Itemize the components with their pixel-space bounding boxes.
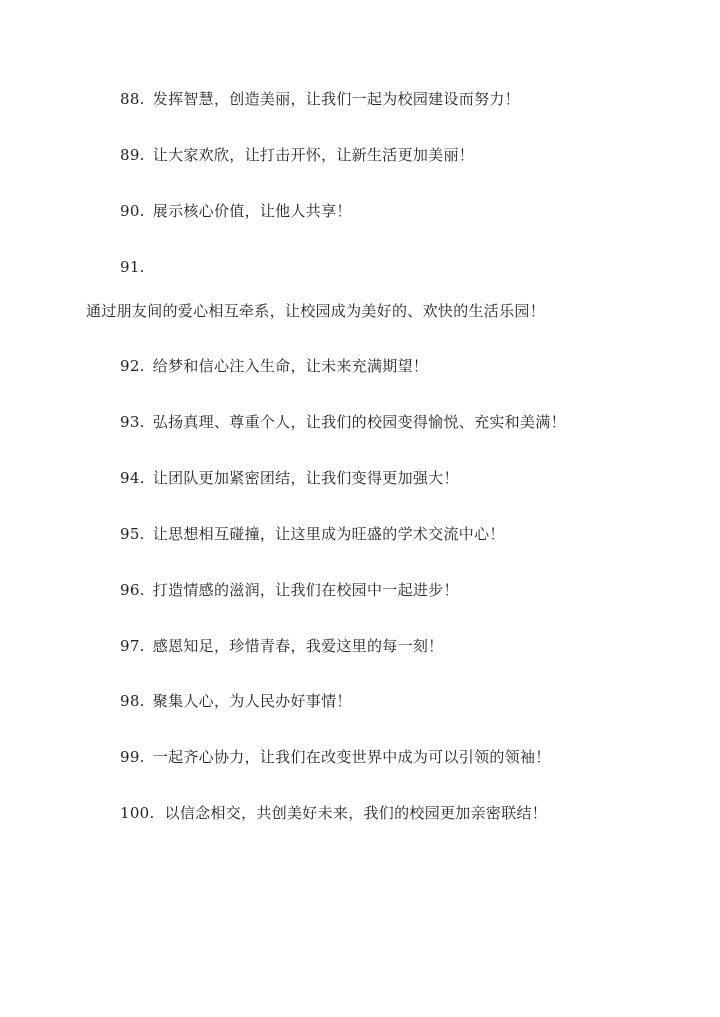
item-number: 92. xyxy=(120,357,145,375)
list-item xyxy=(120,747,551,767)
item-number: 90. xyxy=(120,202,145,220)
list-item-number-only xyxy=(120,257,145,277)
item-number: 93. xyxy=(120,413,145,431)
list-item xyxy=(120,803,547,823)
list-item xyxy=(120,636,443,656)
list-item-wrapped-text xyxy=(86,301,545,321)
item-number: 94. xyxy=(120,469,145,487)
item-text: 以信念相交，共创美好未来，我们的校园更加亲密联结！ xyxy=(164,804,548,822)
list-item xyxy=(120,691,352,711)
item-text: 通过朋友间的爱心相互牵系，让校园成为美好的、欢快的生活乐园！ xyxy=(86,302,546,320)
item-text: 感恩知足，珍惜青春，我爱这里的每一刻！ xyxy=(152,637,444,655)
item-number: 99. xyxy=(120,748,145,766)
item-number: 89. xyxy=(120,146,145,164)
item-text: 一起齐心协力，让我们在改变世界中成为可以引领的领袖！ xyxy=(152,748,551,766)
item-text: 发挥智慧，创造美丽，让我们一起为校园建设而努力！ xyxy=(152,90,520,108)
item-text: 让团队更加紧密团结，让我们变得更加强大！ xyxy=(152,469,459,487)
list-item xyxy=(120,468,459,488)
item-number: 88. xyxy=(120,90,145,108)
item-text: 让大家欢欣，让打击开怀，让新生活更加美丽！ xyxy=(152,146,475,164)
list-item xyxy=(120,412,566,432)
item-text: 弘扬真理、尊重个人，让我们的校园变得愉悦、充实和美满！ xyxy=(152,413,566,431)
item-text: 打造情感的滋润，让我们在校园中一起进步！ xyxy=(152,581,459,599)
item-number: 98. xyxy=(120,692,145,710)
item-number: 100. xyxy=(120,804,155,822)
item-number: 91. xyxy=(120,258,145,276)
item-number: 95. xyxy=(120,525,145,543)
item-number: 96. xyxy=(120,581,145,599)
list-item xyxy=(120,89,520,109)
list-item xyxy=(120,356,428,376)
item-number: 97. xyxy=(120,637,145,655)
item-text: 让思想相互碰撞，让这里成为旺盛的学术交流中心！ xyxy=(152,525,505,543)
list-item xyxy=(120,524,505,544)
list-item xyxy=(120,201,352,221)
list-item xyxy=(120,580,459,600)
item-text: 展示核心价值，让他人共享！ xyxy=(152,202,352,220)
item-text: 聚集人心，为人民办好事情！ xyxy=(152,692,352,710)
item-text: 给梦和信心注入生命，让未来充满期望！ xyxy=(152,357,429,375)
list-item xyxy=(120,145,474,165)
